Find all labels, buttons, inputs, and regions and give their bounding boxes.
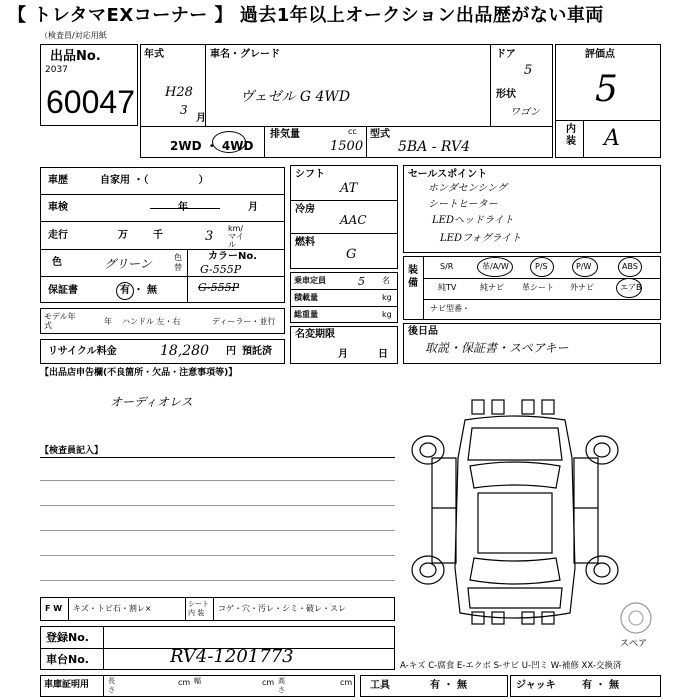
sales-point-3: LEDヘッドライト <box>432 215 514 226</box>
warranty-value: 有 ・ 無 <box>120 285 157 296</box>
fuel-value: G <box>346 247 357 262</box>
model-name-value: ヴェゼル G 4WD <box>240 89 351 105</box>
subtitle: （検査員/対応用紙 <box>40 31 107 40</box>
color-label: 色 <box>52 257 62 268</box>
seller-notes-value: オーディオレス <box>110 395 193 409</box>
inspector-notes-label: 【検査員記入】 <box>40 446 104 456</box>
recycle-unit: 円 <box>226 346 236 357</box>
fw-desc: キズ・トビ石・割レ× <box>73 604 152 613</box>
lot-number: 60047 <box>46 84 135 120</box>
score-value: 5 <box>595 69 618 110</box>
model-year-label: モデル年式 <box>44 312 76 330</box>
later-items-value: 取説・保証書・スペアキー <box>425 341 569 355</box>
equip-leather: 革シート <box>522 283 554 292</box>
body-type-label: 形状 <box>496 89 516 100</box>
page-title: 【 トレタマEXコーナー 】 過去1年以上オークション出品歴がない車両 <box>8 5 604 26</box>
capacity-unit: 名 <box>382 276 390 285</box>
equip-tv: 純TV <box>438 283 457 292</box>
later-items-label: 後日品 <box>408 326 438 337</box>
dealer-options: ディーラー・並行 <box>212 317 276 326</box>
car-damage-diagram[interactable] <box>410 398 620 628</box>
doors-label: ドア <box>496 49 516 60</box>
displacement-unit: cc <box>348 127 357 136</box>
color-value: グリーン <box>104 257 152 271</box>
history-label: 車歴 <box>48 175 68 186</box>
load-unit: kg <box>382 293 392 302</box>
handle-options: ハンドル 左・右 <box>122 317 181 326</box>
inspection-month: 月 <box>248 202 258 213</box>
model-year-unit: 年 <box>104 317 112 326</box>
sales-point-1: ホンダセンシング <box>428 183 507 194</box>
recycle-note: 預託済 <box>242 346 272 357</box>
equip-ext-nav: 外ナビ <box>570 283 594 292</box>
ac-label: 冷房 <box>295 204 315 215</box>
equip-nav-model: ナビ型番・ <box>430 304 470 313</box>
equip-nav: 純ナビ <box>480 283 504 292</box>
chassis-label: 車台No. <box>46 653 89 666</box>
equip-aw: 革/A/W <box>482 262 509 271</box>
year-era: H28 <box>165 85 193 100</box>
shift-value: AT <box>340 181 358 196</box>
seller-notes-label: 【出品店申告欄(不良箇所・欠品・注意事項等)】 <box>40 368 238 378</box>
sales-point-2: シートヒーター <box>428 199 498 210</box>
drive-options: 2WD ・ 4WD <box>170 139 254 153</box>
inspection-label: 車検 <box>48 202 68 213</box>
spare-label: スペア <box>620 639 648 649</box>
ac-value: AAC <box>340 213 367 227</box>
recycle-label: リサイクル料金 <box>48 346 117 357</box>
weight-label: 総重量 <box>294 310 318 319</box>
lot-label: 出品No. <box>50 49 101 64</box>
warranty-label: 保証書 <box>48 285 78 296</box>
equip-airbag-circle <box>616 278 642 298</box>
lot-small-number: 2037 <box>45 65 68 75</box>
color-code: G-555P <box>200 263 242 276</box>
jack-label: ジャッキ <box>516 680 556 691</box>
capacity-value: 5 <box>358 275 365 288</box>
tools-value: 有 ・ 無 <box>430 680 467 691</box>
name-change-month: 月 <box>338 349 348 360</box>
mileage-label: 走行 <box>48 230 68 241</box>
score-label: 評価点 <box>585 49 615 60</box>
fw-label: F W <box>45 604 63 613</box>
chassis-value: RV4-1201773 <box>170 646 294 667</box>
drive-selected-circle <box>212 131 246 153</box>
equip-ps: P/S <box>535 262 548 271</box>
damage-legend: A-キズ C-腐食 E-エクボ S-サビ U-凹ミ W-補修 XX-交換済 <box>400 661 622 671</box>
cert-width: 幅 <box>194 677 201 685</box>
name-change-label: 名変期限 <box>295 329 335 340</box>
interior-label: 内装 <box>566 124 576 147</box>
interior-value: A <box>604 126 620 151</box>
year-label: 年式 <box>144 49 164 60</box>
color-code-struck: G-555P <box>198 281 240 294</box>
mileage-value: 3 <box>205 229 214 244</box>
recycle-value: 18,280 <box>160 343 209 359</box>
color-change-label: 色替 <box>174 253 182 272</box>
tools-label: 工具 <box>370 680 390 691</box>
load-label: 積載量 <box>294 293 318 302</box>
model-name-label: 車名・グレード <box>210 49 280 60</box>
cert-long-cm: cm <box>178 678 191 687</box>
equip-abs: ABS <box>622 262 638 271</box>
jack-value: 有 ・ 無 <box>582 680 619 691</box>
year-month: 3 <box>180 103 188 117</box>
equipment-label: 装備 <box>408 265 418 289</box>
weight-unit: kg <box>382 310 392 319</box>
mileage-sen: 千 <box>153 230 163 241</box>
equip-ps-circle <box>530 257 554 277</box>
cert-height: 高さ <box>278 677 285 694</box>
cert-width-cm: cm <box>262 678 275 687</box>
cert-long: 長さ <box>108 677 115 694</box>
equip-aw-circle <box>477 257 513 277</box>
mileage-unit: km/マイル <box>228 224 244 249</box>
year-month-unit: 月 <box>196 113 206 124</box>
equip-airbag: エアB <box>620 283 642 292</box>
cert-height-cm: cm <box>340 678 353 687</box>
spare-tire-icon[interactable] <box>618 600 654 636</box>
type-code-label: 型式 <box>370 129 390 140</box>
equip-pw: P/W <box>576 262 592 271</box>
displacement-label: 排気量 <box>270 129 300 140</box>
fuel-label: 燃料 <box>295 237 315 248</box>
body-type-value: ワゴン <box>510 107 540 118</box>
displacement-value: 1500 <box>330 139 364 154</box>
capacity-label: 乗車定員 <box>294 276 326 285</box>
sales-points-label: セールスポイント <box>408 169 488 180</box>
seat-label: シート内 装 <box>188 600 209 617</box>
color-code-label: カラーNo. <box>208 251 258 262</box>
cert-label: 車庫証明用 <box>44 680 90 690</box>
registration-label: 登録No. <box>46 631 89 644</box>
type-code-value: 5BA - RV4 <box>398 139 470 155</box>
shift-label: シフト <box>295 169 325 180</box>
name-change-day: 日 <box>378 349 388 360</box>
mileage-man: 万 <box>118 230 128 241</box>
equip-pw-circle <box>572 257 598 277</box>
warranty-selected-circle <box>116 282 134 300</box>
doors-value: 5 <box>524 63 533 78</box>
seat-desc: コゲ・穴・汚レ・シミ・破レ・スレ <box>218 604 346 613</box>
history-value: 自家用 ・（ ） <box>100 175 209 186</box>
equip-sr: S/R <box>440 262 454 271</box>
equip-abs-circle <box>618 257 642 277</box>
sales-point-4: LEDフォグライト <box>440 233 522 244</box>
